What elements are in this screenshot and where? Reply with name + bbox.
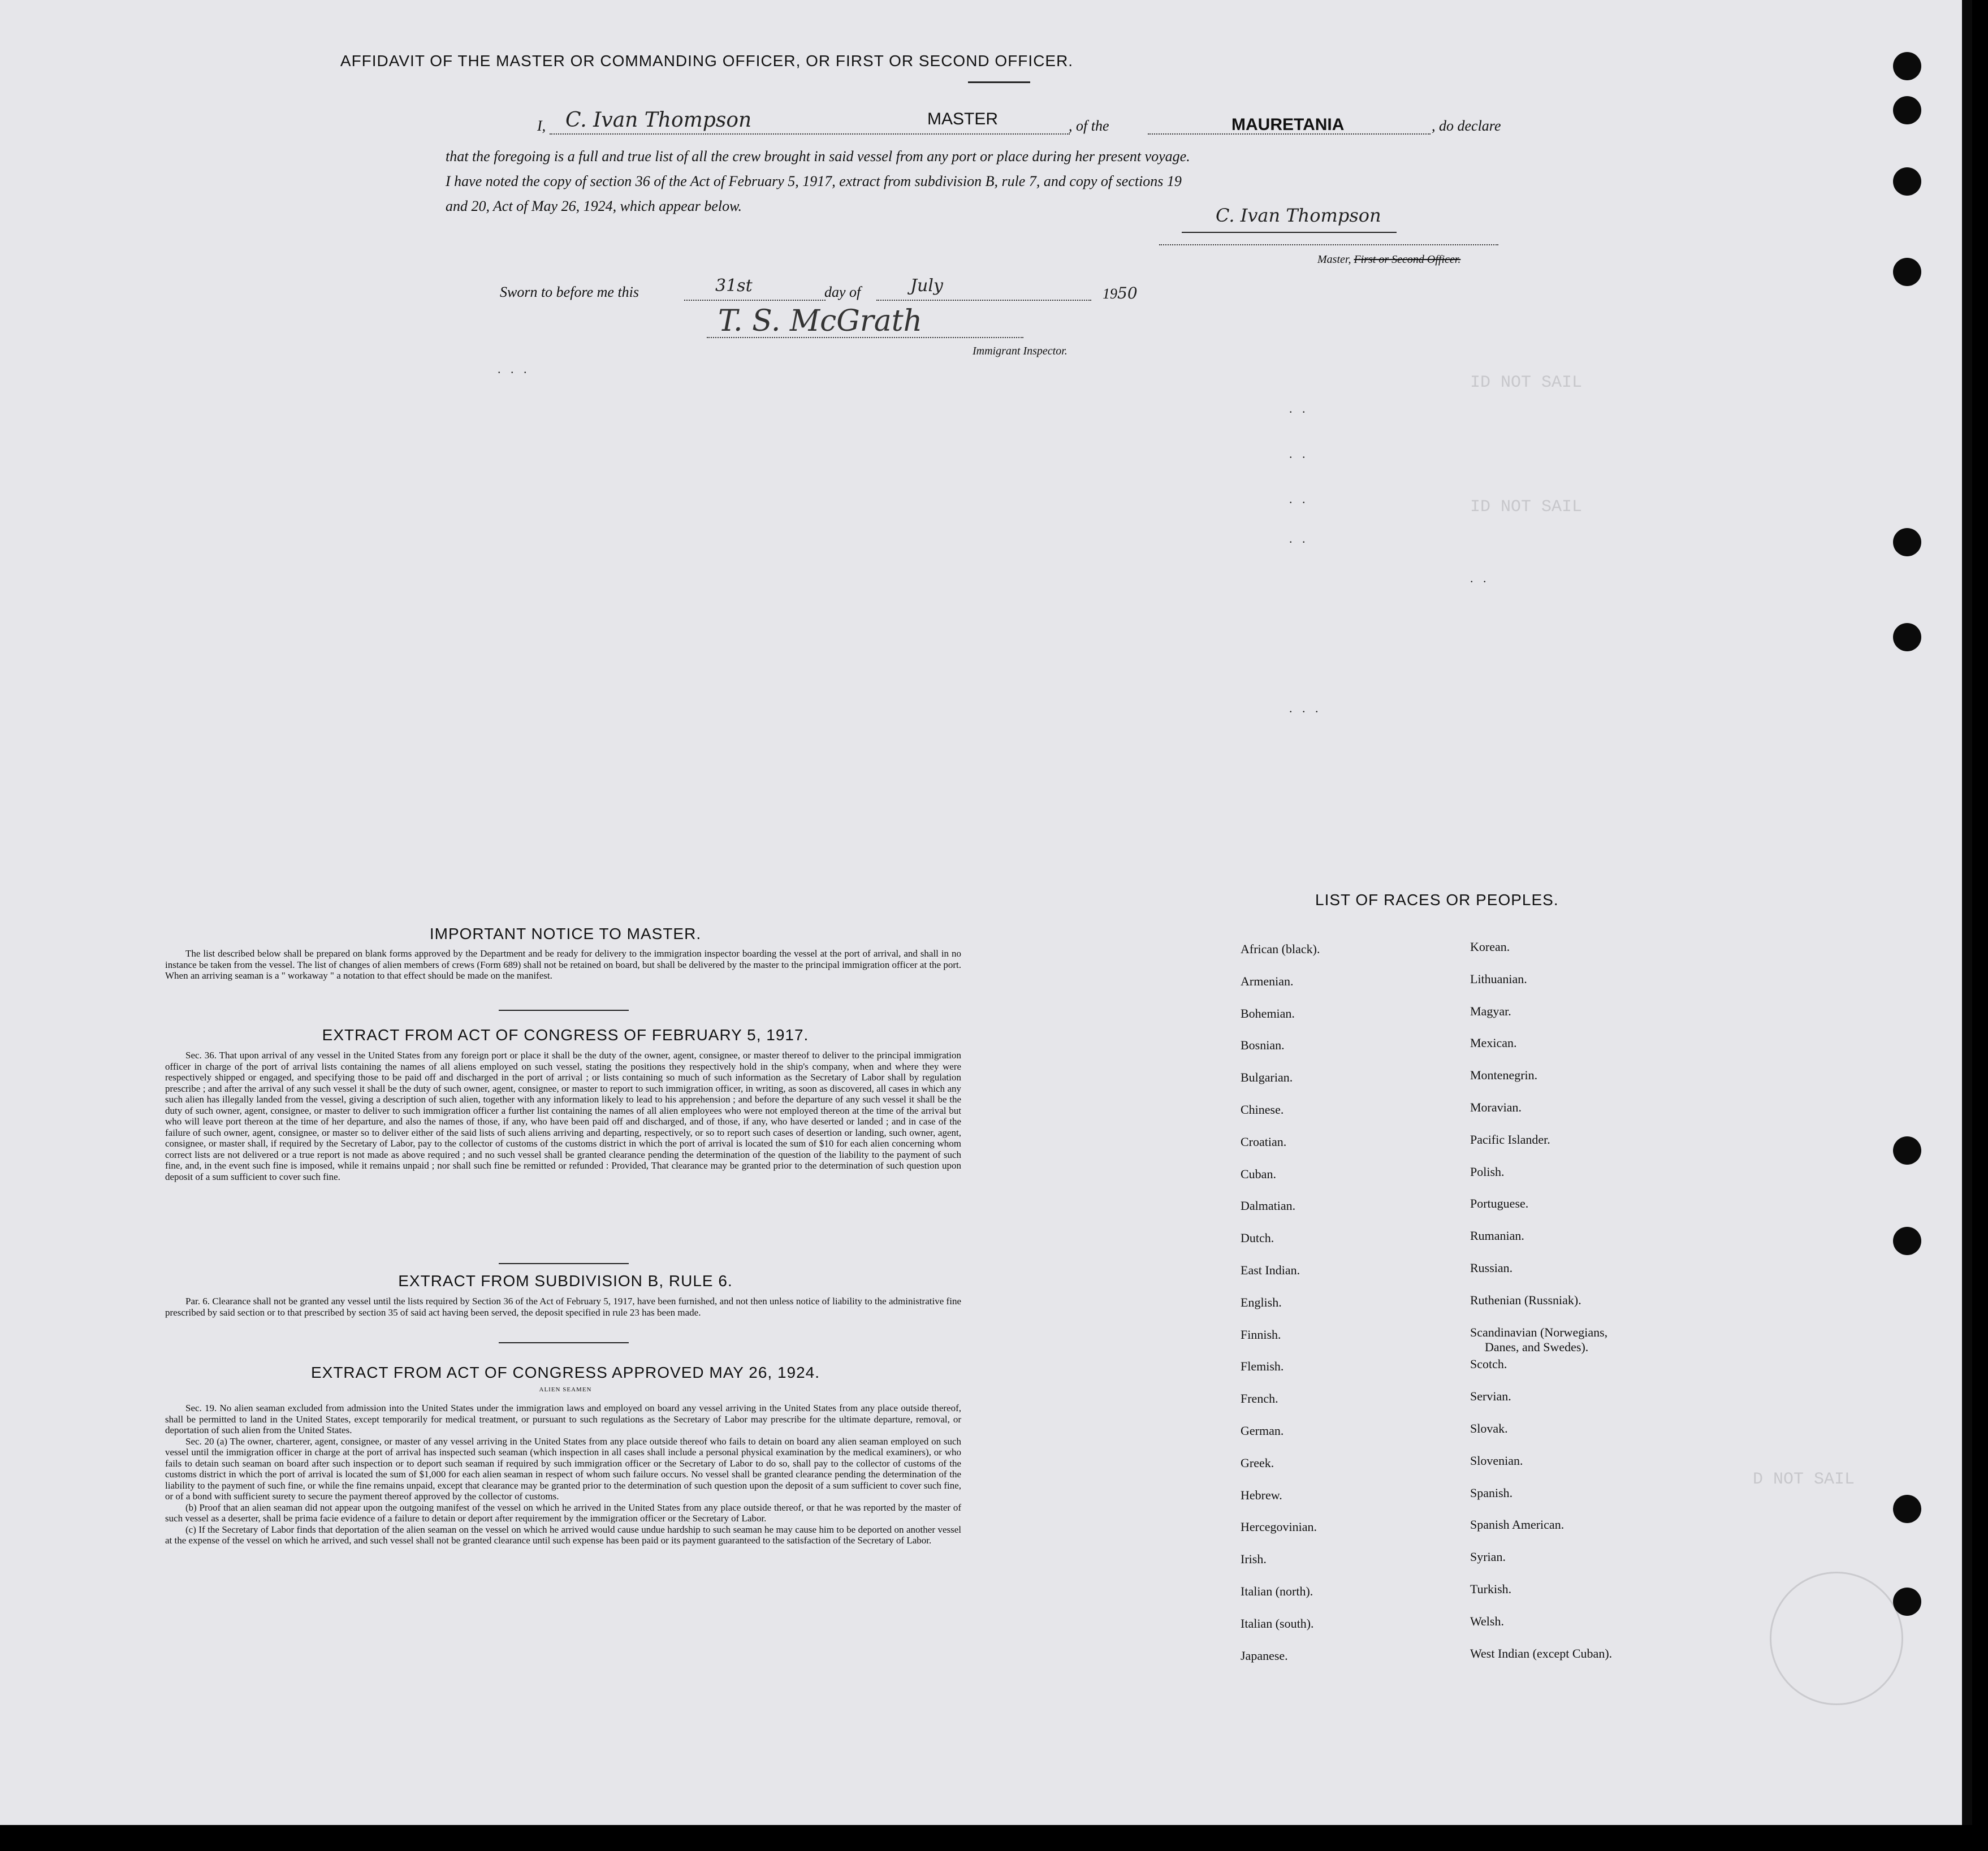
race-item: Armenian. <box>1241 974 1294 988</box>
of-the-label: , of the <box>1069 118 1109 134</box>
race-item: Polish. <box>1470 1164 1505 1179</box>
statement-line-3: and 20, Act of May 26, 1924, which appear below. <box>446 198 742 214</box>
race-item: Bohemian. <box>1241 1006 1295 1020</box>
race-item: Cuban. <box>1241 1166 1276 1181</box>
name-underline <box>550 133 1070 135</box>
act-1924-sec20b: (b) Proof that an alien seaman did not appear upon the outgoing manifest of the vessel on which he arrived in the United States from any place outside thereof, or that he was reported by the master of such vessel as a deserter, shall be prima facie evidence of a failure to detain or deport after requirement by the immigration officer or the Secretary of Labor. <box>165 1502 961 1524</box>
rule-6-text <box>165 1296 961 1318</box>
notice-paragraph: The list described below shall be prepared on blank forms approved by the Department and be ready for delivery to the immigration inspector boarding the vessel at the port of arrival, and shall in no instance be taken from the vessel. The list of changes of alien members of crews (Form 689) shall not be retained on board, but shall be delivered by the master to the principal immigration officer at the port. When an arriving seaman is a " workaway " a notation to that effect should be made on the manifest. <box>165 948 961 981</box>
act-1924-sec20c: (c) If the Secretary of Labor finds that deportation of the alien seaman on the vessel on which he arrived would cause undue hardship to such seaman he may cause him to be deported on another vessel at the expense of the vessel on which he arrived, and such vessel shall not be granted clearance until such expense has been paid or its payment guaranteed to the satisfaction of the Secretary of Labor. <box>165 1524 961 1546</box>
signature-underline <box>1182 232 1397 233</box>
vessel-underline <box>1148 133 1431 135</box>
punch-hole-icon <box>1893 623 1921 651</box>
punch-hole-icon <box>1893 258 1921 286</box>
stray-marks: . . <box>1289 492 1309 506</box>
i-label: I, <box>537 118 546 134</box>
race-item: Italian (south). <box>1241 1616 1314 1631</box>
act-1924-title: EXTRACT FROM ACT OF CONGRESS APPROVED MAY 26, 1924. <box>310 1364 820 1381</box>
race-item: Spanish. <box>1470 1485 1513 1500</box>
race-item: Japanese. <box>1241 1648 1288 1663</box>
race-item: East Indian. <box>1241 1263 1300 1277</box>
race-item: Ruthenian (Russniak). <box>1470 1292 1581 1307</box>
signature-caption-master: Master, <box>1317 253 1351 266</box>
race-item: Welsh. <box>1470 1614 1504 1628</box>
day-underline <box>684 300 826 301</box>
race-item: Rumanian. <box>1470 1229 1524 1243</box>
act-1917-divider <box>499 1263 629 1264</box>
race-item: German. <box>1241 1424 1284 1438</box>
stray-marks: . . <box>1289 401 1309 416</box>
inspector-caption: Immigrant Inspector. <box>973 345 1068 357</box>
sworn-day-handwritten: 31st <box>715 276 753 296</box>
punch-hole-icon <box>1893 167 1921 196</box>
race-item: Montenegrin. <box>1470 1068 1538 1083</box>
do-declare-label: , do declare <box>1432 118 1501 134</box>
notice-title: IMPORTANT NOTICE TO MASTER. <box>429 925 702 942</box>
sworn-month-handwritten: July <box>910 276 943 296</box>
rank-field: MASTER <box>927 110 999 128</box>
race-item: Pacific Islander. <box>1470 1132 1550 1147</box>
punch-hole-icon <box>1893 1495 1921 1523</box>
race-item: Hercegovinian. <box>1241 1520 1317 1534</box>
master-name-handwritten: C. Ivan Thompson <box>565 109 752 132</box>
signature-caption-struck: First or Second Officer. <box>1354 253 1461 266</box>
act-1917-text <box>165 1050 961 1182</box>
stray-marks: . . <box>1289 531 1309 546</box>
race-item: Spanish American. <box>1470 1517 1565 1532</box>
race-item: Korean. <box>1470 940 1510 954</box>
notice-divider <box>499 1010 629 1011</box>
race-item: Greek. <box>1241 1455 1274 1470</box>
race-item: Flemish. <box>1241 1359 1284 1374</box>
stray-marks: . . . <box>498 362 530 376</box>
race-item: African (black). <box>1241 942 1320 956</box>
race-item: Slovenian. <box>1470 1453 1523 1468</box>
notice-text <box>165 948 961 981</box>
year-prefix: 19 <box>1103 286 1117 302</box>
race-item: Italian (north). <box>1241 1584 1313 1598</box>
race-item: Servian. <box>1470 1389 1511 1404</box>
race-item: French. <box>1241 1391 1278 1406</box>
stray-marks: . . <box>1289 447 1309 461</box>
race-item: Portuguese. <box>1470 1196 1529 1211</box>
act-1924-sec19: Sec. 19. No alien seaman excluded from admission into the United States under the immigration laws and employed on board any vessel arriving in the United States from any place outside thereof, shall be permitted to land in the United States, except temporarily for medical treatment, or pursuant to such regulations as the Secretary of Labor may prescribe for the ultimate departure, removal, or deportation of such alien from the United States. <box>165 1403 961 1435</box>
punch-hole-icon <box>1893 1136 1921 1165</box>
month-underline <box>876 300 1091 301</box>
rule-6-divider <box>499 1342 629 1343</box>
act-1917-sec36: Sec. 36. That upon arrival of any vessel in the United States from any foreign port or place it shall be the duty of the owner, agent, consignee, or master thereof to deliver to the principal immigration officer in charge of the port of arrival lists containing the names of all aliens employed on such vessel, stating the positions they respectively hold in the ship's company, when and where they were respectively shipped or engaged, and specifying those to be paid off and discharged in the port of arrival ; or lists containing so much of such information as the Secretary of Labor shall by regulation prescribe ; and after the arrival of any such vessel it shall be the duty of such owner, agent, consignee, or master to report to such immigration officer, in writing, as soon as discovered, all cases in which any such alien has illegally landed from the vessel, giving a description of such alien, together with any information likely to lead to his apprehension ; and before the departure of any such vessel it shall be the duty of such owner, agent, consignee, or master to deliver to such immigration officer a further list containing the names of all alien employees who were not employed thereon at the time of the arrival but who will leave port thereon at the time of her departure, and also the names of those, if any, who have been paid off and discharged, and of those, if any, who have deserted or landed ; and in case of the failure of such owner, agent, consignee, or master so to deliver either of the said lists of such aliens arriving and departing, respectively, or so to report such cases of desertion or landing, such owner, agent, consignee, or master shall, if required by the Secretary of Labor, pay to the collector of customs of the customs district in which the port of arrival is located the sum of $10 for each alien concerning whom correct lists are not delivered or a true report is not made as above required ; and no such vessel shall be granted clearance pending the determination of the question of the liability to the payment of such fine, and, in the event such fine is imposed, while it remains unpaid ; nor shall such fine be remitted or refunded : Provided, That clearance may be granted prior to the determination of such question upon deposit of a sum sufficient to cover such fine. <box>165 1050 961 1182</box>
stray-marks: . . <box>1470 571 1490 585</box>
race-item: Bosnian. <box>1241 1038 1285 1053</box>
affidavit-title: AFFIDAVIT OF THE MASTER OR COMMANDING OFFICER, OR FIRST OR SECOND OFFICER. <box>340 52 1074 70</box>
race-scandinavian-continued: Danes, and Swedes). <box>1485 1340 1589 1354</box>
act-1924-text <box>165 1403 961 1546</box>
punch-hole-icon <box>1893 96 1921 124</box>
race-item: Finnish. <box>1241 1327 1281 1342</box>
race-item: Turkish. <box>1470 1582 1512 1596</box>
race-item: West Indian (except Cuban). <box>1470 1646 1613 1660</box>
act-1924-subtitle: ALIEN SEAMEN <box>539 1386 592 1393</box>
act-1917-title: EXTRACT FROM ACT OF CONGRESS OF FEBRUARY 5, 1917. <box>322 1026 809 1044</box>
statement-line-1: that the foregoing is a full and true list of all the crew brought in said vessel from any port or place during her present voyage. <box>446 148 1190 165</box>
year-suffix-handwritten: 50 <box>1117 284 1138 302</box>
race-item: Scandinavian (Norwegians, <box>1470 1325 1608 1339</box>
race-item: Moravian. <box>1470 1100 1522 1114</box>
bleed-through-text: D NOT SAIL <box>1753 1470 1855 1489</box>
sworn-label: Sworn to before me this <box>500 284 639 300</box>
race-item: Dalmatian. <box>1241 1199 1296 1213</box>
punch-hole-icon <box>1893 528 1921 556</box>
bleed-through-text: ID NOT SAIL <box>1470 373 1583 392</box>
race-item: Irish. <box>1241 1552 1267 1567</box>
statement-line-2: I have noted the copy of section 36 of the Act of February 5, 1917, extract from subdivision B, rule 7, and copy of sections 19 <box>446 173 1182 189</box>
bleed-through-text: ID NOT SAIL <box>1470 498 1583 517</box>
race-item: Bulgarian. <box>1241 1070 1293 1085</box>
rule-6-par6: Par. 6. Clearance shall not be granted any vessel until the lists required by Section 36 of the Act of February 5, 1917, have been furnished, and not then unless notice of liability to the administrative fine prescribed by said section or to that prescribed by section 35 of said act having been served, the deposit specified in rule 23 has been made. <box>165 1296 961 1318</box>
race-item: Russian. <box>1470 1261 1513 1275</box>
title-divider <box>968 81 1030 83</box>
punch-hole-icon <box>1893 1588 1921 1616</box>
act-1924-sec20a: Sec. 20 (a) The owner, charterer, agent, consignee, or master of any vessel arriving in the United States from any place outside thereof who fails to detain on board any alien seaman employed on such vessel until the immigration officer in charge at the port of arrival has inspected such seaman (which inspection in all cases shall include a personal physical examination by the medical examiners), or who fails to detain such seaman on board after such inspection or to deport such seaman if required by such immigration officer or the Secretary of Labor to do so, shall pay to the collector of customs of the customs district in which the port of arrival is located the sum of $1,000 for each alien seaman in respect of whom such failure occurs. No vessel shall be granted clearance pending the determination of the liability to the payment of such fine, or while the fine remains unpaid, except that clearance may be granted prior to the determination of such question upon the deposit of a sum sufficient to cover such fine, or of a bond with sufficient surety to secure the payment thereof approved by the collector of customs. <box>165 1435 961 1502</box>
punch-hole-icon <box>1893 1227 1921 1255</box>
inspector-underline <box>707 337 1023 338</box>
day-of-label: day of <box>824 284 861 300</box>
race-item: Hebrew. <box>1241 1487 1282 1502</box>
races-title: LIST OF RACES OR PEOPLES. <box>1315 891 1559 909</box>
signature-line <box>1159 244 1498 245</box>
race-item: Dutch. <box>1241 1231 1274 1245</box>
vessel-name-field: MAURETANIA <box>1231 115 1345 134</box>
race-item: Lithuanian. <box>1470 971 1527 986</box>
master-signature: C. Ivan Thompson <box>1216 205 1381 226</box>
rule-6-title: EXTRACT FROM SUBDIVISION B, RULE 6. <box>398 1272 733 1290</box>
race-item: Syrian. <box>1470 1550 1506 1564</box>
signature-caption <box>1317 253 1460 266</box>
race-item: Slovak. <box>1470 1421 1508 1435</box>
race-item: Croatian. <box>1241 1134 1287 1149</box>
faint-seal-stamp <box>1770 1572 1903 1705</box>
year-field <box>1103 284 1138 302</box>
race-item: Chinese. <box>1241 1102 1284 1117</box>
stray-marks: . . . <box>1289 701 1322 715</box>
punch-hole-icon <box>1893 52 1921 80</box>
race-item: Scotch. <box>1470 1357 1507 1372</box>
inspector-signature: T. S. McGrath <box>718 304 923 338</box>
race-item: English. <box>1241 1295 1282 1309</box>
race-item: Magyar. <box>1470 1004 1511 1018</box>
race-item: Mexican. <box>1470 1036 1517 1050</box>
